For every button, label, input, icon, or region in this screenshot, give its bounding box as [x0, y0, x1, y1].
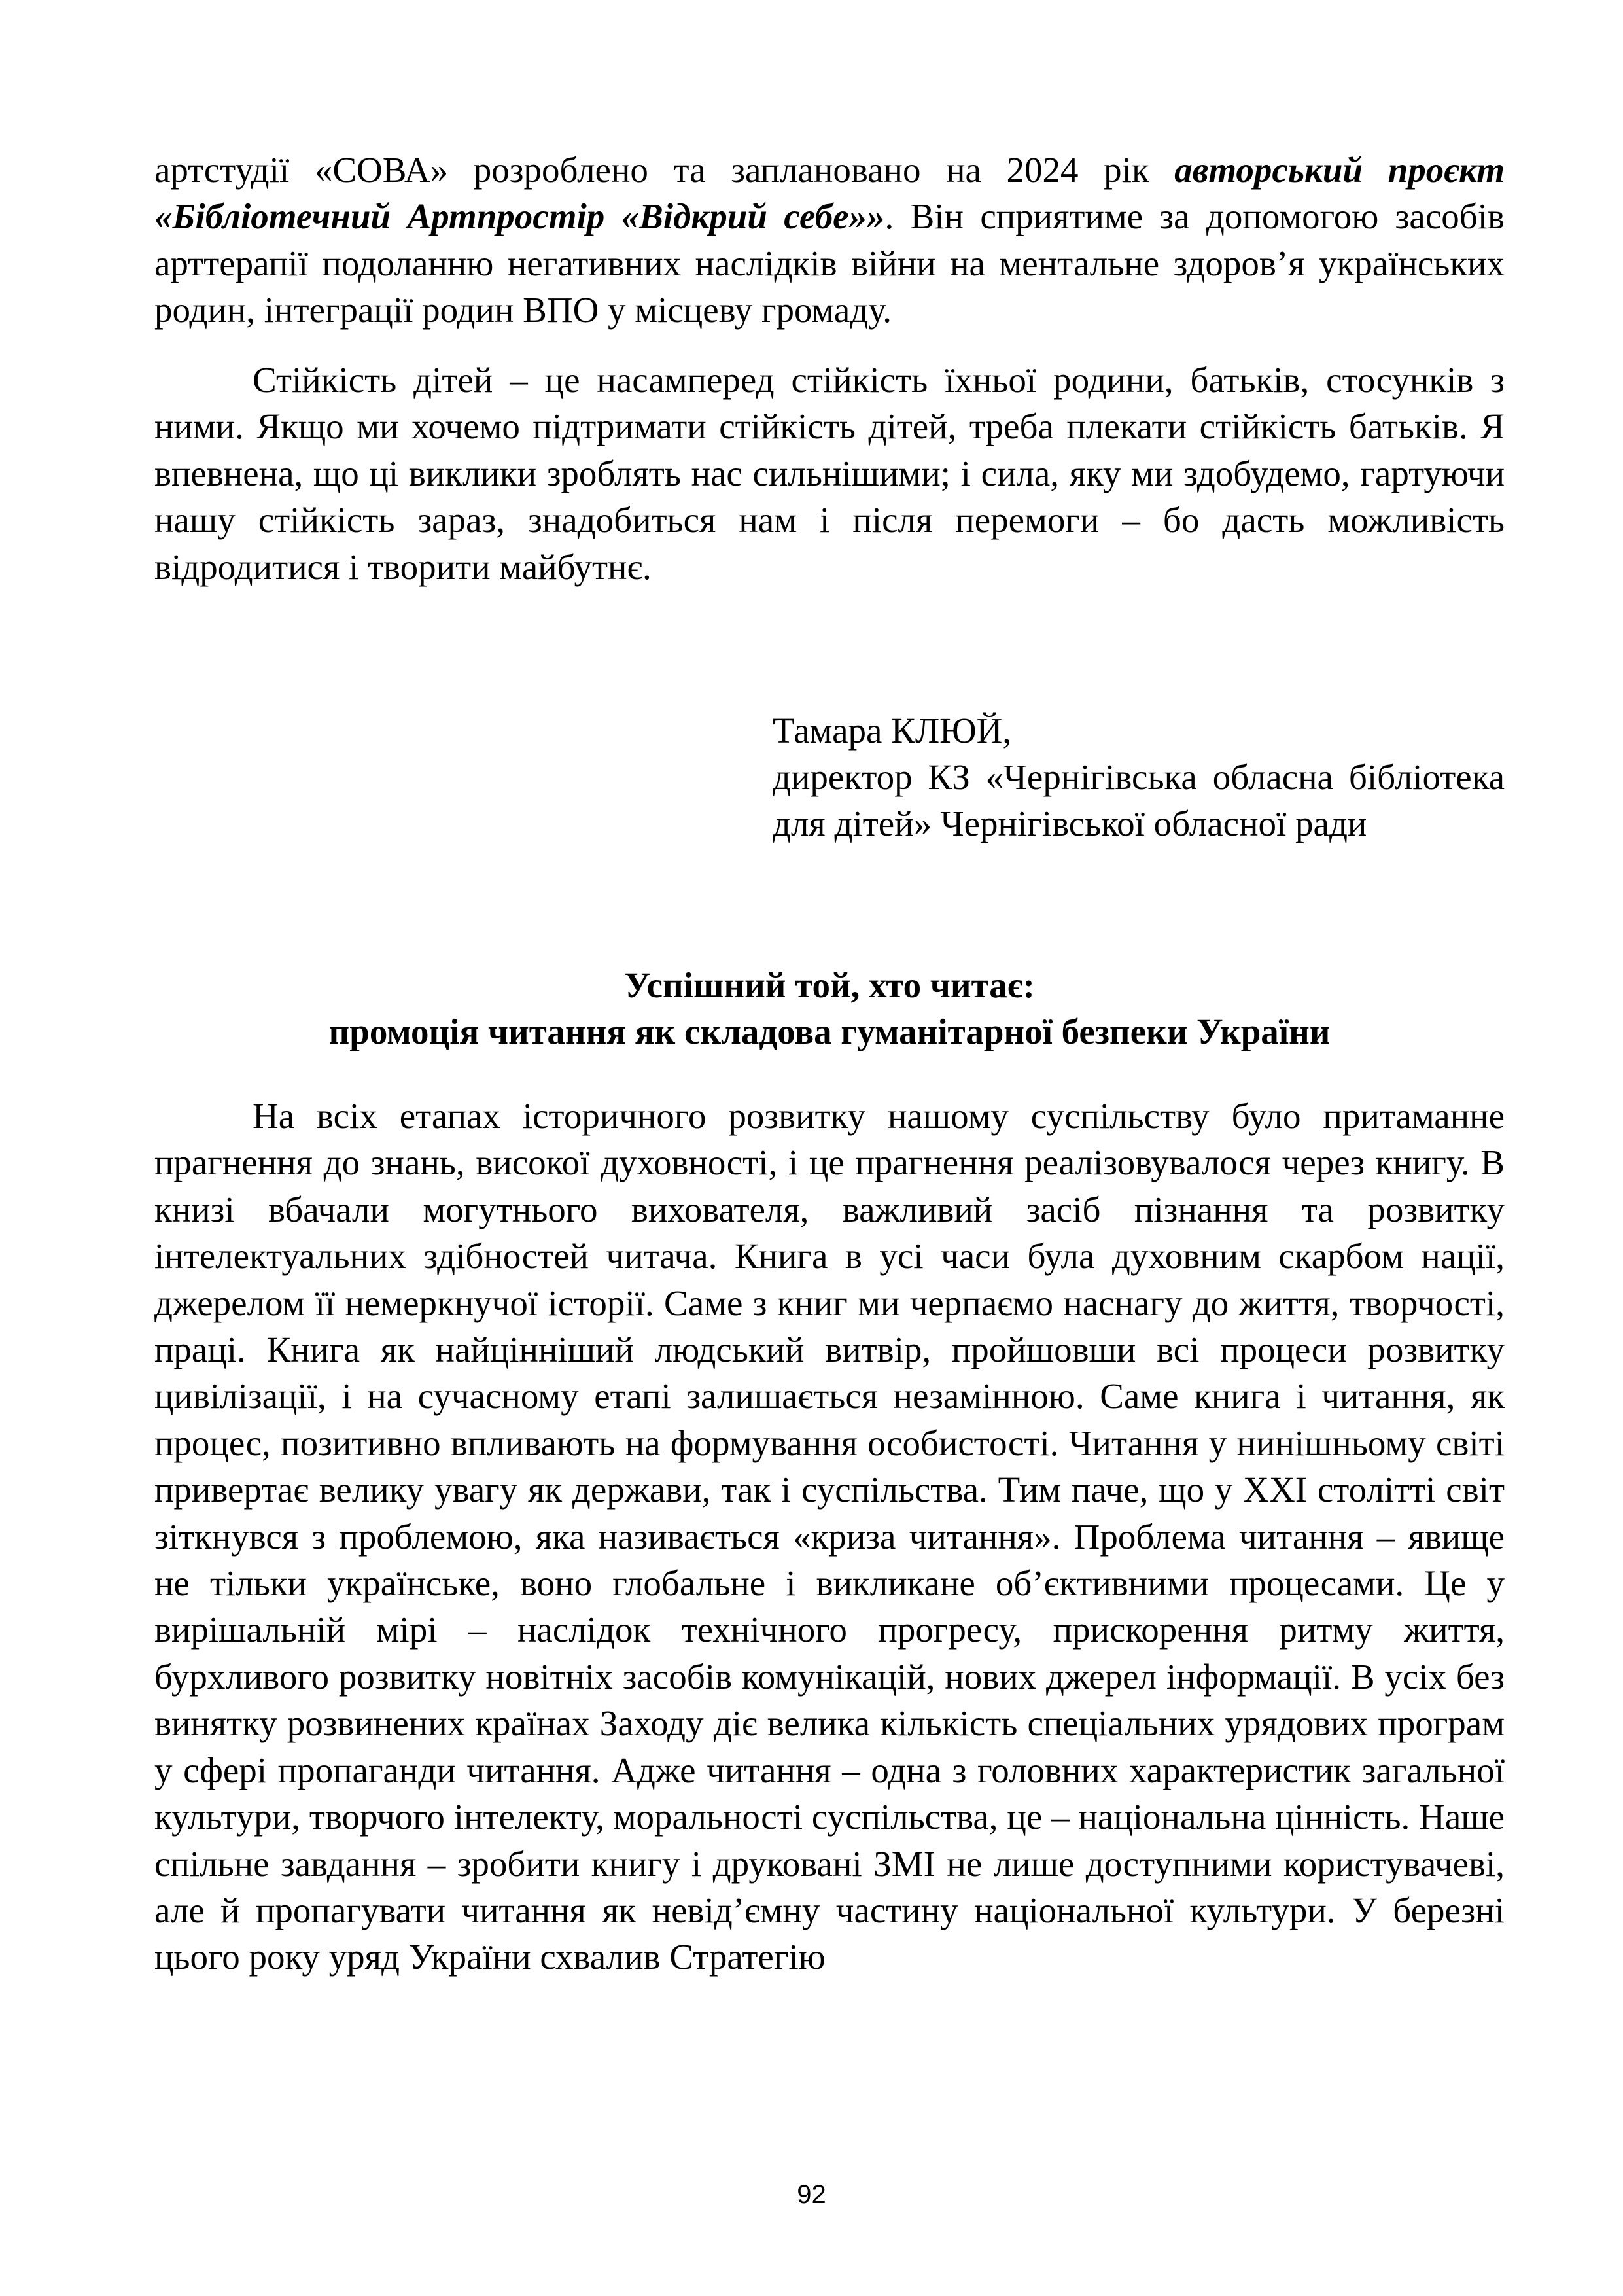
- paragraph-resilience: [154, 357, 1505, 590]
- heading-line-2: промоція читання як складова гуманітарної безпеки України: [328, 1012, 1331, 1051]
- article-heading: [154, 962, 1505, 1055]
- author-position: директор КЗ «Чернігівська обласна бібліотека для дітей» Чернігівської обласної ради: [773, 757, 1505, 843]
- paragraph-text: Стійкість дітей – це насамперед стійкість їхньої родини, батьків, стосунків з ними. Якщо ми хочемо підтримати стійкість дітей, треба плекати стійкість батьків. Я впевнена, що ці виклики зроблять нас сильнішими; і сила, яку ми здобудемо, гартуючи нашу стійкість зараз, знадобиться нам і після перемоги – бо дасть можливість відродитися і творити майбутнє.: [154, 360, 1505, 587]
- paragraph-text: [154, 147, 1505, 334]
- heading-line-1: Успішний той, хто читає:: [624, 965, 1035, 1005]
- paragraph-rest-text: . Він сприятиме за допомогою засобів арттерапії подоланню негативних наслідків війни на ментальне здоров’я українських родин, інтеграції родин ВПО у місцеву громаду.: [154, 196, 1505, 330]
- page-number: 92: [797, 2180, 826, 2209]
- paragraph-intro-text: артстудії «СОВА» розроблено та заплановано на 2024 рік: [154, 150, 1175, 190]
- paragraph-reading-promotion: [154, 1093, 1505, 1981]
- author-signature-block: [773, 707, 1505, 847]
- author-name: Тамара КЛЮЙ,: [773, 711, 1012, 751]
- project-name-emphasis: авторський проєкт «Бібліотечний Артпростір «Відкрий себе»»: [154, 150, 1505, 237]
- paragraph-continuation: [154, 147, 1505, 334]
- paragraph-text: На всіх етапах історичного розвитку нашому суспільству було притаманне прагнення до знань, високої духовності, і це прагнення реалізовувалося через книгу. В книзі вбачали могутнього вихователя, важливий засіб пізнання та розвитку інтелектуальних здібностей читача. Книга в усі часи була духовним скарбом нації, джерелом її немеркнучої історії. Саме з книг ми черпаємо наснагу до життя, творчості, праці. Книга як найцінніший людський витвір, пройшовши всі процеси розвитку цивілізації, і на сучасному етапі залишається незамінною. Саме книга і читання, як процес, позитивно впливають на формування особистості. Читання у нинішньому світі привертає велику увагу як держави, так і суспільства. Тим паче, що у ХХІ столітті світ зіткнувся з проблемою, яка називається «криза читання». Проблема читання – явище не тільки українське, воно глобальне і викликане об’єктивними процесами. Це у вирішальній мірі – наслідок технічного прогресу, прискорення ритму життя, бурхливого розвитку новітніх засобів комунікацій, нових джерел інформації. В усіх без винятку розвинених країнах Заходу діє велика кількість спеціальних урядових програм у сфері пропаганди читання. Адже читання – одна з головних характеристик загальної культури, творчого інтелекту, моральності суспільства, це – національна цінність. Наше спільне завдання – зробити книгу і друковані ЗМІ не лише доступними користувачеві, але й пропагувати читання як невід’ємну частину національної культури. У березні цього року уряд України схвалив Стратегію: [154, 1096, 1505, 1977]
